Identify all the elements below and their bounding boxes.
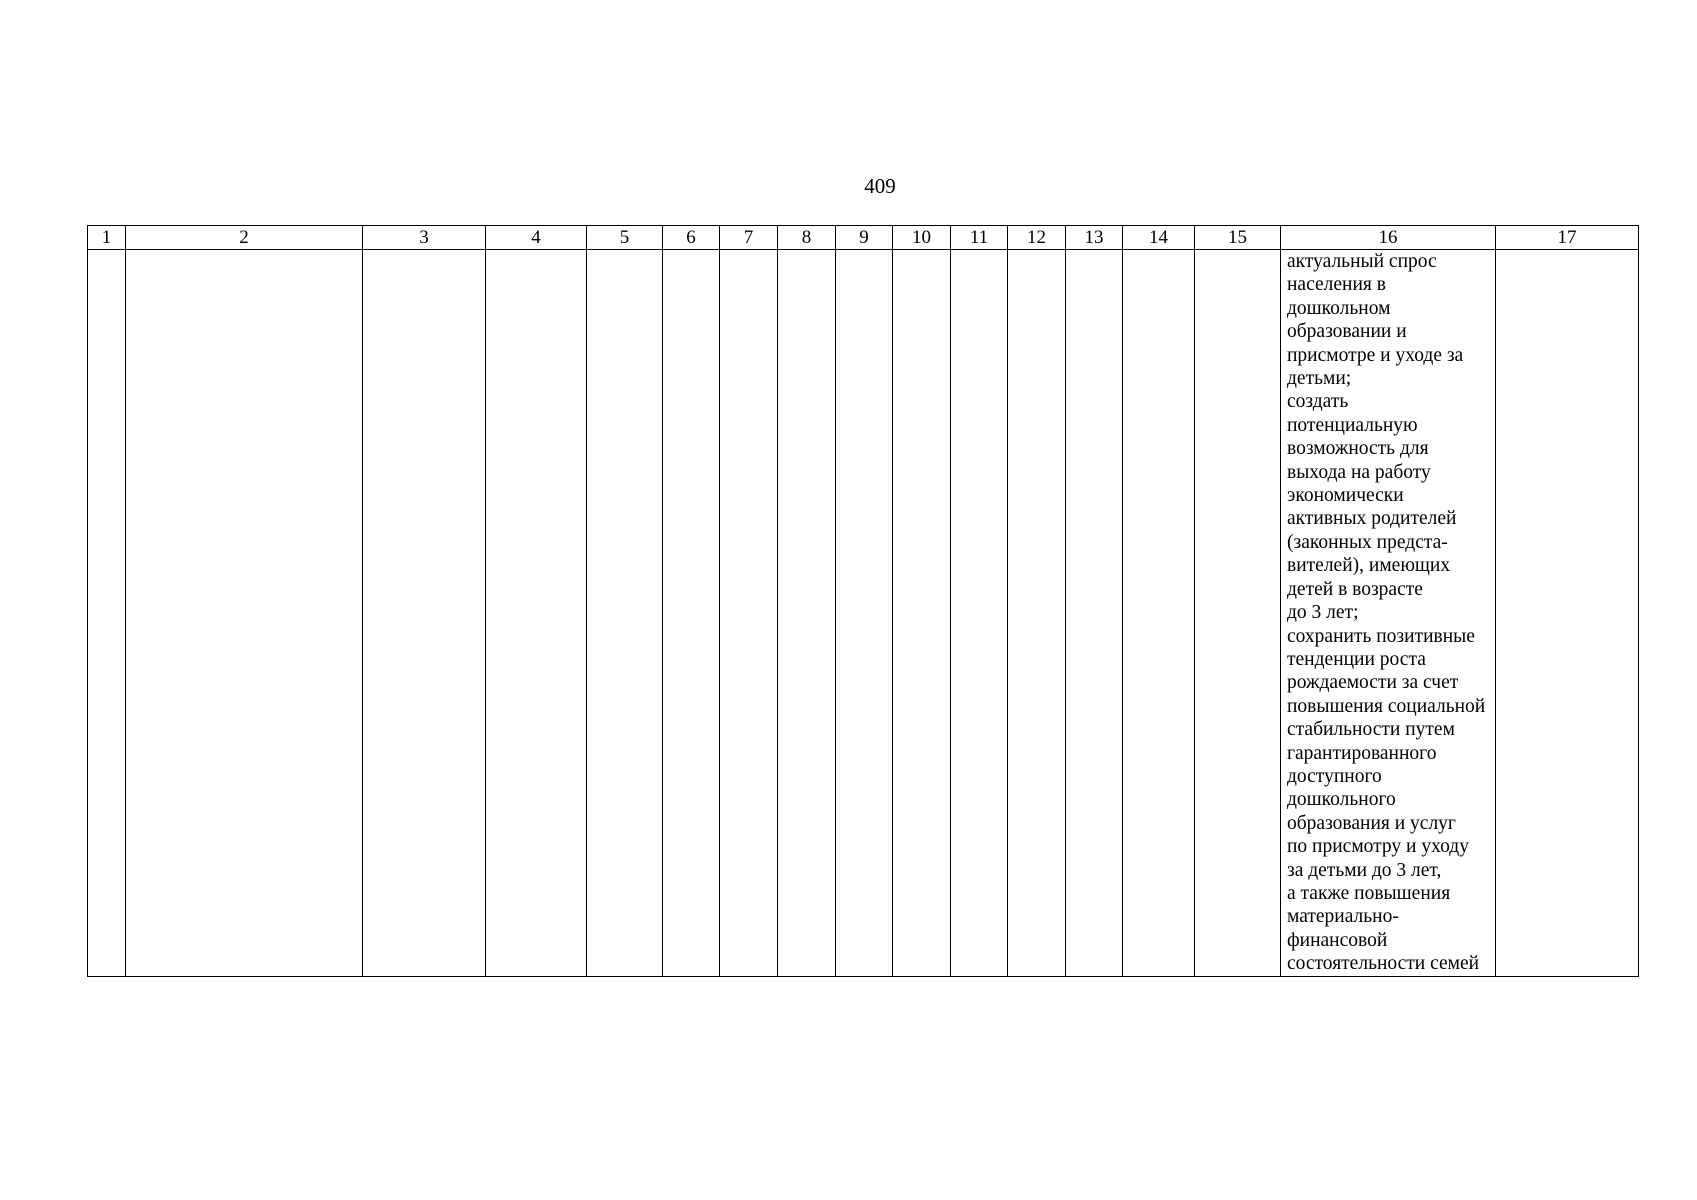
cell-col-10 (893, 250, 951, 977)
cell-col-2 (126, 250, 363, 977)
column-header-6: 6 (663, 226, 720, 250)
column-header-10: 10 (893, 226, 951, 250)
cell-col-8 (778, 250, 836, 977)
cell-col-9 (836, 250, 893, 977)
column-header-4: 4 (486, 226, 587, 250)
cell-col-12 (1008, 250, 1066, 977)
column-header-14: 14 (1123, 226, 1195, 250)
column-header-15: 15 (1195, 226, 1281, 250)
cell-col-7 (720, 250, 778, 977)
cell-col-13 (1066, 250, 1123, 977)
table-row (88, 250, 1639, 977)
cell-col-17 (1496, 250, 1639, 977)
column-header-12: 12 (1008, 226, 1066, 250)
cell-col-15 (1195, 250, 1281, 977)
column-header-2: 2 (126, 226, 363, 250)
column-header-8: 8 (778, 226, 836, 250)
column-16-text: актуальный спрос населения в дошкольном образовании и присмотре и уходе за детьми; создать потенциальную возможность для выхода на работу экономически активных родителей (законных предста- вителей), имеющих детей в возрасте до 3 лет; сохранить позитивные тенденции роста рождаемости за счет повышения социальной стабильности путем гарантированного доступного дошкольного образования и услуг по присмотру и уходу за детьми до 3 лет, а также повышения материально- финансовой состоятельности семей (1287, 251, 1486, 975)
column-header-11: 11 (951, 226, 1008, 250)
column-header-16: 16 (1281, 226, 1496, 250)
column-header-9: 9 (836, 226, 893, 250)
cell-col-6 (663, 250, 720, 977)
cell-col-5 (587, 250, 663, 977)
data-table (87, 225, 1639, 977)
column-header-5: 5 (587, 226, 663, 250)
cell-col-14 (1123, 250, 1195, 977)
header-row (88, 226, 1639, 250)
cell-col-3 (363, 250, 486, 977)
cell-col-4 (486, 250, 587, 977)
column-header-3: 3 (363, 226, 486, 250)
column-header-7: 7 (720, 226, 778, 250)
column-header-17: 17 (1496, 226, 1639, 250)
page-number: 409 (864, 174, 896, 198)
column-header-1: 1 (88, 226, 126, 250)
cell-col-1 (88, 250, 126, 977)
cell-col-16 (1281, 250, 1496, 977)
cell-col-11 (951, 250, 1008, 977)
column-header-13: 13 (1066, 226, 1123, 250)
